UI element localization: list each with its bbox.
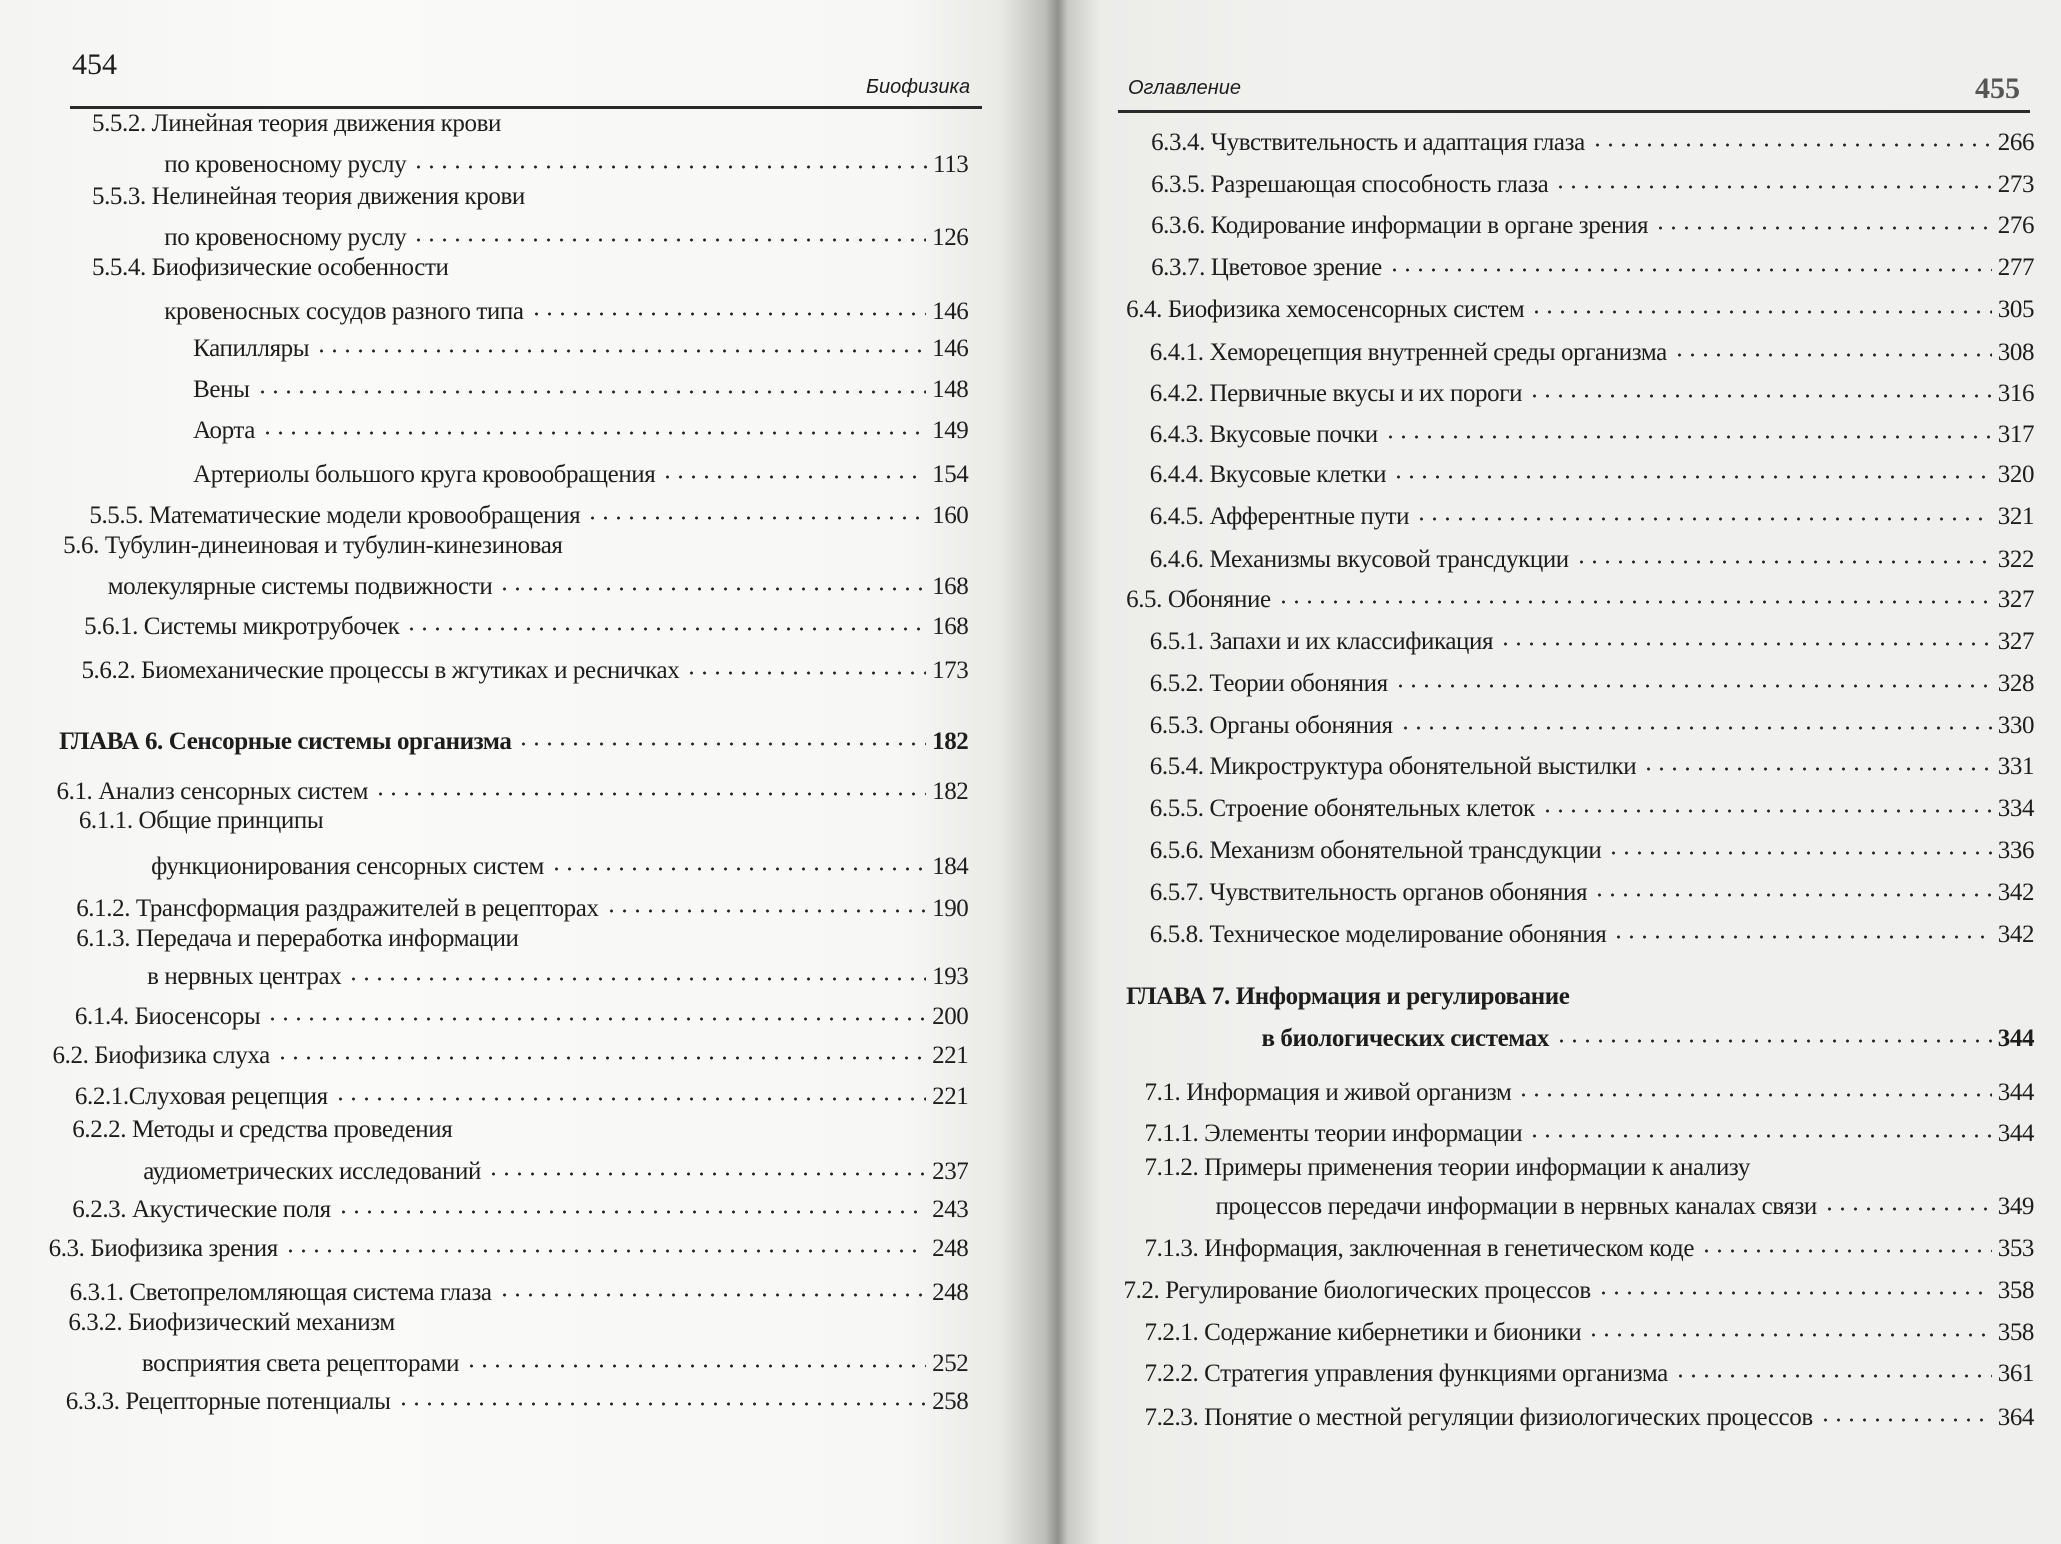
dot-leader	[337, 1187, 926, 1217]
dot-leader	[465, 1341, 926, 1371]
toc-entry	[1150, 828, 2034, 866]
toc-page-number: 113	[933, 151, 969, 179]
toc-entry-title: 7.1. Информация и живой организм	[1144, 1078, 1512, 1106]
toc-entry-title: 6.5. Обоняние	[1126, 586, 1271, 614]
dot-leader	[1277, 577, 1992, 607]
toc-page-number: 173	[932, 657, 969, 685]
dot-leader	[412, 215, 926, 245]
toc-page-number: 248	[932, 1235, 969, 1263]
toc-page-number: 322	[1997, 545, 2035, 573]
toc-entry	[1144, 1395, 2034, 1433]
dot-leader	[1654, 203, 1992, 233]
dot-leader	[1607, 828, 1991, 858]
dot-leader	[498, 1270, 926, 1300]
toc-entry-title: 6.2. Биофизика слуха	[52, 1042, 270, 1070]
toc-entry-title: 7.2.3. Понятие о местной регуляции физиологических процессов	[1144, 1403, 1813, 1431]
toc-page-number: 328	[1997, 670, 2035, 698]
toc-entry	[84, 604, 968, 642]
toc-page-number: 336	[1997, 837, 2035, 865]
toc-entry-title: 6.3.1. Светопреломляющая система глаза	[69, 1278, 492, 1306]
toc-entry	[49, 1226, 969, 1264]
toc-entry	[142, 1341, 969, 1379]
toc-page-number: 148	[932, 376, 969, 403]
toc-page-number: 126	[932, 223, 969, 251]
toc-page-number: 344	[1997, 1025, 2035, 1053]
dot-leader	[276, 1033, 926, 1063]
dot-leader	[1823, 1184, 1992, 1214]
toc-entry	[1150, 870, 2034, 908]
toc-entry-title: Вены	[193, 376, 250, 403]
toc-entry-line	[68, 1308, 394, 1338]
dot-leader	[1587, 1310, 1992, 1340]
dot-leader	[1819, 1395, 1992, 1425]
toc-page-number: 327	[1997, 628, 2035, 656]
dot-leader	[347, 954, 926, 984]
toc-entry	[1144, 1351, 2034, 1389]
dot-leader	[1384, 412, 1992, 442]
toc-entry	[1150, 452, 2034, 490]
toc-entry-title: 6.4.5. Афферентные пути	[1149, 503, 1410, 531]
toc-entry-title: 6.5.5. Строение обонятельных клеток	[1149, 795, 1535, 823]
toc-entry-title: 7.1.3. Информация, заключенная в генетическом коде	[1144, 1235, 1695, 1263]
dot-leader	[256, 367, 927, 397]
toc-page-number: 243	[932, 1195, 969, 1223]
toc-entry-title: 6.3.6. Кодирование информации в органе зрения	[1151, 211, 1649, 239]
dot-leader	[397, 1379, 927, 1409]
toc-entry-title: 6.3.3. Рецепторные потенциалы	[65, 1387, 391, 1415]
dot-leader	[1642, 744, 1992, 774]
dot-leader	[412, 142, 927, 172]
toc-entry	[1150, 371, 2034, 409]
toc-entry-title: процессов передачи информации в нервных каналах связи	[1215, 1193, 1817, 1221]
dot-leader	[1517, 1070, 1991, 1100]
toc-entry-title: 5.5.3. Нелинейная теория движения крови	[91, 182, 525, 210]
toc-page-number: 342	[1997, 921, 2035, 949]
dot-leader	[1499, 619, 1992, 649]
toc-page-number: 342	[1997, 879, 2035, 907]
dot-leader	[1673, 330, 1992, 360]
dot-leader	[261, 408, 926, 438]
toc-entry	[1123, 1268, 2034, 1306]
toc-entry	[1150, 494, 2034, 532]
toc-entry-title: 6.3. Биофизика зрения	[48, 1235, 278, 1263]
dot-leader	[685, 648, 926, 678]
toc-entry-title: 7.1.1. Элементы теории информации	[1144, 1119, 1523, 1147]
toc-entry-title: 6.2.1.Слуховая рецепция	[74, 1082, 328, 1110]
toc-entry-title: Капилляры	[193, 335, 310, 363]
toc-page-number: 168	[932, 612, 969, 640]
toc-page-number: 184	[932, 852, 969, 880]
toc-entry-title: 6.1.2. Трансформация раздражителей в рецепторах	[76, 895, 599, 923]
toc-entry	[1261, 1016, 2034, 1054]
toc-entry	[1150, 703, 2034, 741]
toc-entry-line	[1144, 1153, 1750, 1183]
toc-entry	[1144, 1310, 2034, 1348]
toc-entry-line	[72, 1115, 452, 1145]
toc-entry-title: 6.3.5. Разрешающая способность глаза	[1151, 171, 1549, 199]
toc-entry	[1144, 1111, 2034, 1149]
toc-page-number: 146	[932, 335, 969, 363]
toc-entry-title: в нервных центрах	[147, 963, 342, 991]
dot-leader	[550, 844, 926, 874]
toc-entry	[1144, 1070, 2034, 1108]
toc-page-number: 331	[1997, 753, 2035, 781]
toc-entry-line	[1126, 982, 1569, 1012]
toc-entry	[1151, 162, 2034, 200]
toc-entry	[59, 719, 968, 757]
dot-leader	[1597, 1268, 1992, 1298]
toc-entry-title: 6.3.7. Цветовое зрение	[1151, 253, 1382, 281]
page-number: 455	[1975, 72, 2020, 105]
dot-leader	[334, 1074, 926, 1104]
toc-page-number: 327	[1997, 586, 2035, 614]
toc-page-number: 190	[932, 895, 969, 923]
toc-entry-title: 6.5.4. Микроструктура обонятельной выстилки	[1149, 753, 1637, 781]
toc-entry	[151, 844, 968, 882]
toc-entry	[1151, 203, 2034, 241]
toc-page-number: 182	[932, 778, 969, 806]
dot-leader	[498, 564, 926, 594]
toc-entry-title: 5.6. Тубулин-динеиновая и тубулин-кинезиновая	[63, 532, 563, 560]
toc-page-number: 154	[932, 461, 969, 489]
toc-page-number: 149	[932, 416, 969, 444]
dot-leader	[374, 769, 926, 799]
toc-page-number: 353	[1997, 1235, 2035, 1263]
dot-leader	[1415, 494, 1992, 524]
toc-entry-title: 7.1.2. Примеры применения теории информации к анализу	[1144, 1153, 1750, 1181]
toc-entry	[72, 1187, 968, 1225]
toc-entry-title: 6.5.2. Теории обоняния	[1149, 670, 1388, 698]
dot-leader	[1394, 661, 1992, 691]
dot-leader	[1388, 245, 1992, 275]
toc-entry	[108, 564, 969, 602]
toc-entry-title: 6.5.3. Органы обоняния	[1149, 712, 1393, 740]
toc-page-number: 193	[932, 963, 969, 991]
toc-page-number: 358	[1997, 1319, 2035, 1347]
dot-leader	[405, 604, 926, 634]
toc-entry	[1150, 412, 2034, 450]
dot-leader	[1392, 452, 1992, 482]
toc-entry	[66, 1379, 969, 1417]
dot-leader	[487, 1149, 926, 1179]
toc-page-number: 364	[1997, 1403, 2035, 1431]
toc-entry-line	[76, 924, 518, 954]
running-title: Биофизика	[866, 76, 971, 98]
toc-entry-title: 6.1. Анализ сенсорных систем	[56, 778, 369, 806]
toc-entry-title: 6.1.3. Передача и переработка информации	[76, 925, 519, 953]
toc-entry-title: 5.5.4. Биофизические особенности	[91, 253, 449, 281]
toc-entry-title: 6.4.3. Вкусовые почки	[1149, 420, 1378, 448]
toc-entry-title: 6.1.1. Общие принципы	[78, 806, 324, 834]
toc-entry-title: 6.2.2. Методы и средства проведения	[72, 1115, 453, 1143]
dot-leader	[586, 493, 926, 523]
toc-page-number: 160	[932, 502, 969, 530]
toc-entry-title: 6.4. Биофизика хемосенсорных систем	[1126, 295, 1525, 323]
toc-entry	[143, 1149, 968, 1187]
toc-entry-title: 5.5.2. Линейная теория движения крови	[91, 110, 502, 138]
toc-entry-title: 6.3.2. Биофизический механизм	[68, 1308, 395, 1336]
dot-leader	[1612, 912, 1991, 942]
toc-entry	[1126, 287, 2034, 325]
toc-entry	[1150, 330, 2034, 368]
toc-entry-title: аудиометрических исследований	[143, 1157, 481, 1185]
toc-entry	[1150, 661, 2034, 699]
toc-entry	[57, 769, 969, 807]
toc-entry	[1150, 537, 2034, 575]
toc-page-number: 317	[1997, 420, 2035, 448]
toc-entry	[53, 1033, 969, 1071]
toc-page-number: 305	[1997, 295, 2035, 323]
toc-entry-title: функционирования сенсорных систем	[151, 852, 544, 880]
toc-entry-title: 6.2.3. Акустические поля	[72, 1195, 331, 1223]
toc-page-number: 221	[932, 1042, 969, 1070]
toc-entry-title: 5.5.5. Математические модели кровообращения	[89, 502, 581, 530]
toc-entry	[1144, 1226, 2034, 1264]
toc-entry	[89, 493, 968, 531]
toc-entry-line	[92, 253, 449, 283]
toc-entry	[1151, 245, 2034, 283]
toc-page-number: 252	[932, 1349, 969, 1377]
toc-entry-title: 6.5.7. Чувствительность органов обоняния	[1149, 879, 1588, 907]
toc-entry-title: 6.5.6. Механизм обонятельной трансдукции	[1149, 837, 1602, 865]
toc-entry	[193, 408, 968, 446]
toc-entry	[164, 142, 968, 180]
dot-leader	[1591, 120, 1992, 150]
dot-leader	[315, 326, 926, 356]
toc-page-number: 344	[1997, 1119, 2035, 1147]
dot-leader	[1528, 371, 1992, 401]
dot-leader	[1674, 1351, 1992, 1381]
toc-entry	[147, 954, 968, 992]
toc-entry	[193, 452, 968, 490]
toc-entry-title: 6.3.4. Чувствительность и адаптация глаза	[1151, 128, 1585, 156]
toc-entry-title: 6.4.4. Вкусовые клетки	[1149, 461, 1387, 489]
toc-entry-title: 6.4.2. Первичные вкусы и их пороги	[1149, 379, 1523, 407]
toc-entry-title: Аорта	[193, 416, 255, 444]
toc-entry-title: в биологических системах	[1261, 1025, 1549, 1053]
dot-leader	[517, 719, 926, 749]
toc-page-number: 316	[1997, 379, 2035, 407]
toc-page-number: 273	[1997, 171, 2035, 199]
toc-entry-title: восприятия света рецепторами	[141, 1349, 460, 1377]
toc-entry-title: 6.4.1. Хеморецепция внутренней среды организма	[1149, 339, 1667, 367]
toc-entry-title: ГЛАВА 6. Сенсорные системы организма	[59, 728, 512, 756]
toc-entry	[70, 1270, 969, 1308]
dot-leader	[1541, 786, 1992, 816]
toc-page-number: 276	[1997, 211, 2035, 239]
toc-entry	[164, 215, 968, 253]
toc-entry	[1150, 912, 2034, 950]
page-number: 454	[72, 48, 117, 81]
toc-entry-title: 6.5.8. Техническое моделирование обоняния	[1149, 921, 1607, 949]
toc-entry-line	[63, 531, 562, 561]
dot-leader	[1528, 1111, 1991, 1141]
toc-entry-title: 5.6.1. Системы микротрубочек	[84, 612, 400, 640]
dot-leader	[284, 1226, 926, 1256]
toc-page-number: 330	[1997, 712, 2035, 740]
toc-page-number: 221	[932, 1082, 969, 1110]
header-rule	[1118, 110, 2030, 113]
toc-page-number: 168	[932, 573, 969, 601]
toc-entry-title: 6.1.4. Биосенсоры	[74, 1002, 261, 1030]
dot-leader	[1593, 870, 1992, 900]
toc-page-number: 237	[932, 1157, 969, 1185]
toc-page-number: 334	[1997, 795, 2035, 823]
toc-entry-title: молекулярные системы подвижности	[107, 573, 493, 601]
dot-leader	[266, 994, 926, 1024]
toc-entry-line	[92, 182, 525, 212]
dot-leader	[1700, 1226, 1992, 1256]
toc-page-number: 258	[932, 1387, 969, 1415]
toc-entry-title: кровеносных сосудов разного типа	[164, 298, 524, 326]
dot-leader	[1399, 703, 1992, 733]
toc-entry-line	[79, 806, 323, 836]
toc-entry-title: 7.2.1. Содержание кибернетики и бионики	[1144, 1319, 1582, 1347]
toc-entry-title: по кровеносному руслу	[164, 151, 407, 179]
dot-leader	[1575, 537, 1992, 567]
toc-entry	[193, 367, 968, 405]
toc-page-number: 349	[1997, 1193, 2035, 1221]
toc-entry	[1126, 577, 2034, 615]
toc-page-number: 308	[1997, 339, 2035, 367]
toc-entry-title: 6.5.1. Запахи и их классификация	[1149, 628, 1494, 656]
running-title: Оглавление	[1128, 77, 1242, 99]
toc-entry-title: ГЛАВА 7. Информация и регулирование	[1126, 982, 1570, 1010]
toc-entry	[1151, 120, 2034, 158]
toc-page-number: 277	[1997, 253, 2035, 281]
toc-page-number: 182	[932, 728, 969, 756]
toc-entry-title: 6.4.6. Механизмы вкусовой трансдукции	[1149, 545, 1569, 573]
toc-entry	[1150, 744, 2034, 782]
toc-page-number: 321	[1997, 503, 2035, 531]
dot-leader	[661, 452, 926, 482]
dot-leader	[1530, 287, 1991, 317]
toc-page-number: 146	[932, 298, 969, 326]
toc-entry	[75, 994, 969, 1032]
toc-entry-title: 7.2. Регулирование биологических процессов	[1123, 1277, 1591, 1305]
toc-entry	[1150, 786, 2034, 824]
toc-page-number: 320	[1997, 461, 2035, 489]
toc-page-number: 358	[1997, 1277, 2035, 1305]
toc-entry-title: по кровеносному руслу	[164, 223, 407, 251]
toc-page-number: 200	[932, 1002, 969, 1030]
toc-entry	[193, 326, 968, 364]
toc-entry-line	[92, 109, 501, 139]
dot-leader	[530, 289, 927, 319]
toc-page-number: 344	[1997, 1078, 2035, 1106]
dot-leader	[605, 886, 927, 916]
toc-entry-title: Артериолы большого круга кровообращения	[193, 461, 656, 489]
toc-entry	[1150, 619, 2034, 657]
toc-page-number: 361	[1997, 1360, 2035, 1388]
toc-entry-title: 5.6.2. Биомеханические процессы в жгутиках и ресничках	[81, 657, 680, 685]
toc-entry	[76, 886, 968, 924]
dot-leader	[1555, 1016, 1992, 1046]
toc-entry	[81, 648, 968, 686]
toc-entry-title: 7.2.2. Стратегия управления функциями организма	[1144, 1360, 1668, 1388]
toc-entry	[75, 1074, 969, 1112]
toc-page-number: 266	[1997, 128, 2035, 156]
toc-entry	[164, 289, 968, 327]
dot-leader	[1554, 162, 1991, 192]
toc-page-number: 248	[932, 1278, 969, 1306]
toc-entry	[1215, 1184, 2034, 1222]
